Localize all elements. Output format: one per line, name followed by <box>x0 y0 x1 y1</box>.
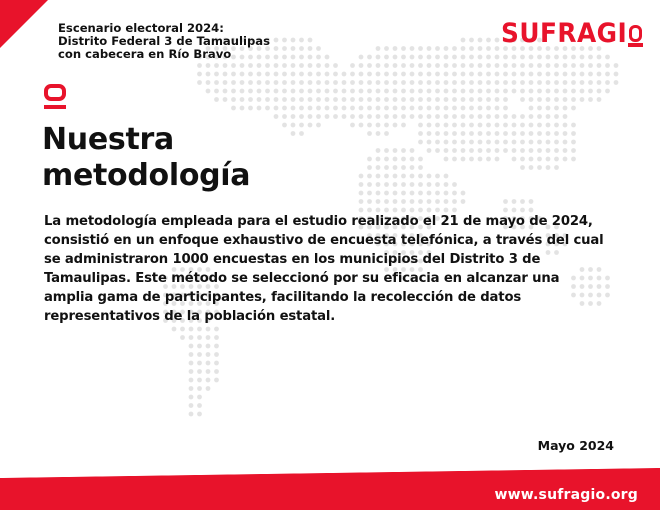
date-label: Mayo 2024 <box>537 438 614 453</box>
paragraph-line: consistió en un enfoque exhaustivo de encuesta telefónica, a través del cual <box>44 233 604 248</box>
header-caption-line: con cabecera en Río Bravo <box>58 47 232 62</box>
logo-text: SUFRAGI <box>500 18 627 49</box>
header-caption-line: Escenario electoral 2024: <box>58 21 224 35</box>
paragraph-line: se administraron 1000 encuestas en los municipios del Distrito 3 de <box>44 252 541 267</box>
title-line: metodología <box>42 158 251 193</box>
methodology-paragraph <box>44 212 624 326</box>
paragraph-line: Tamaulipas. Este método se seleccionó por su eficacia en alcanzar una <box>44 271 560 286</box>
sufragio-logo <box>490 18 642 50</box>
sufragio-o-mark-icon <box>44 84 66 111</box>
header-caption <box>58 22 318 62</box>
sufragio-o-mark-icon <box>629 25 642 42</box>
header-caption-line: Distrito Federal 3 de Tamaulipas <box>58 34 270 49</box>
title-line: Nuestra <box>42 122 174 157</box>
footer-bar <box>0 478 660 510</box>
corner-accent-triangle <box>0 0 48 48</box>
paragraph-line: amplia gama de participantes, facilitando la recolección de datos <box>44 290 522 305</box>
page-title <box>42 122 342 194</box>
paragraph-line: La metodología empleada para el estudio realizado el 21 de mayo de 2024, <box>44 214 593 229</box>
paragraph-line: representativos de la población estatal. <box>44 309 336 324</box>
website-link[interactable]: www.sufragio.org <box>494 487 638 503</box>
